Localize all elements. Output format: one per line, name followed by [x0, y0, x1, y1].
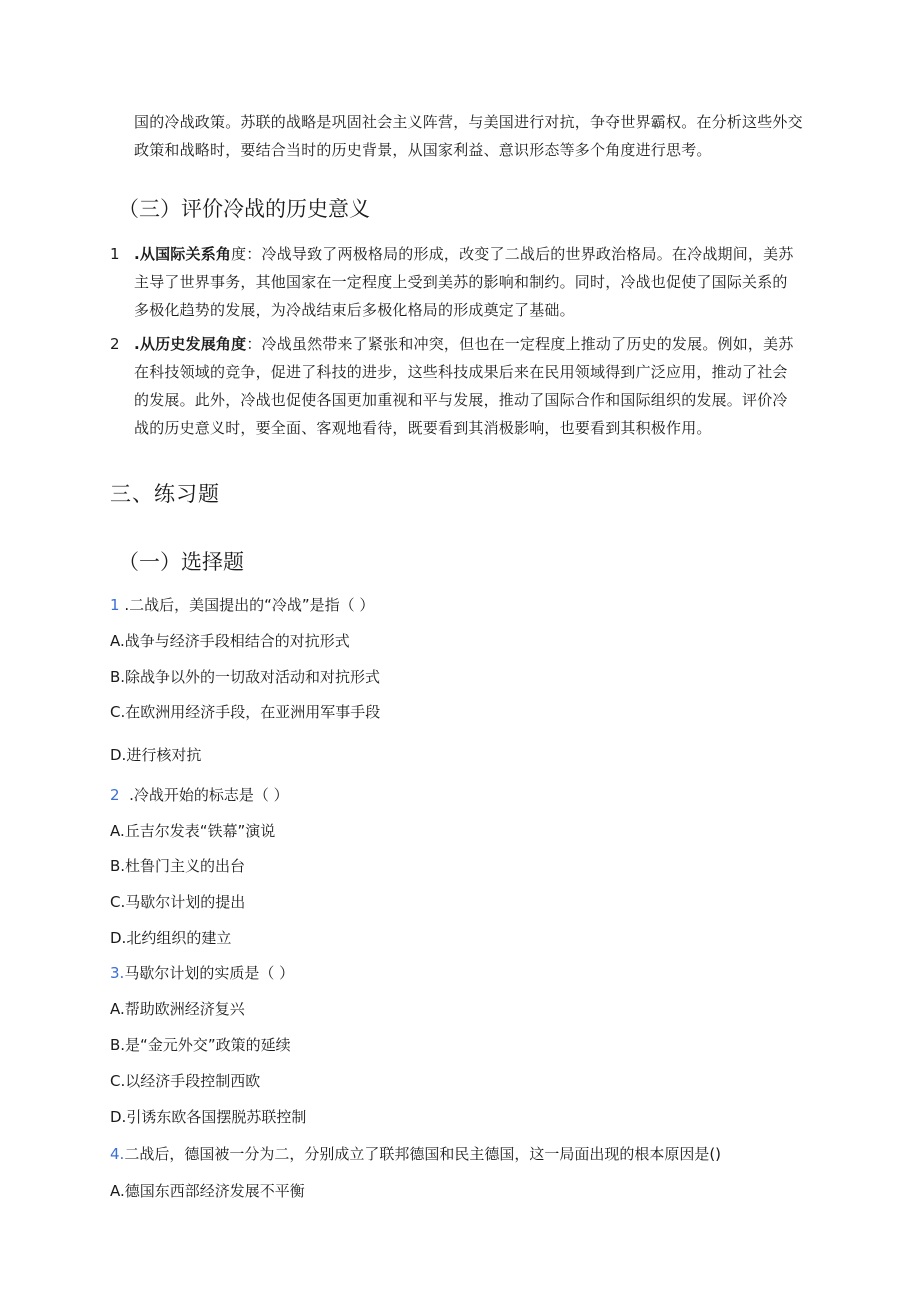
item-bold-lead: .从历史发展角度 — [134, 335, 247, 353]
item-bold-lead: .从国际关系角 — [134, 245, 232, 263]
item-number: 1 — [110, 245, 120, 263]
item-text: ：冷战虽然带来了紧张和冲突，但也在一定程度上推动了历史的发展。例如，美苏 — [246, 335, 794, 353]
item-line: 多极化趋势的发展，为冷战结束后多极化格局的形成奠定了基础。 — [134, 301, 575, 319]
intro-paragraph — [134, 108, 803, 164]
item-line: 在科技领域的竞争，促进了科技的进步，这些科技成果后来在民用领域得到广泛应用，推动了社会 — [134, 363, 788, 381]
option-c: C.在欧洲用经济手段，在亚洲用军事手段 — [110, 703, 381, 721]
list-item — [110, 330, 794, 442]
option-a: A.帮助欧洲经济复兴 — [110, 1000, 245, 1018]
section-heading-evaluate: （三）评价冷战的历史意义 — [118, 197, 370, 221]
item-number: 2 — [110, 335, 120, 353]
question-text: .冷战开始的标志是（ ） — [119, 786, 289, 804]
question-text: 马歇尔计划的实质是（ ） — [124, 964, 295, 982]
option-c: C.以经济手段控制西欧 — [110, 1072, 261, 1090]
option-d: D.北约组织的建立 — [110, 929, 232, 947]
option-b: B.除战争以外的一切敌对活动和对抗形式 — [110, 668, 381, 686]
section-heading-exercises: 三、练习题 — [110, 482, 220, 506]
option-d: D.进行核对抗 — [110, 746, 202, 764]
option-d: D.引诱东欧各国摆脱苏联控制 — [110, 1108, 307, 1126]
subsection-heading-choice: （一）选择题 — [118, 550, 244, 574]
option-a: A.德国东西部经济发展不平衡 — [110, 1182, 305, 1200]
question-3 — [110, 962, 294, 983]
question-number: 2 — [110, 786, 120, 804]
question-2 — [110, 784, 289, 805]
question-4 — [110, 1143, 721, 1164]
item-text: 度：冷战导致了两极格局的形成，改变了二战后的世界政治格局。在冷战期间，美苏 — [231, 245, 794, 263]
item-line: 的发展。此外，冷战也促使各国更加重视和平与发展，推动了国际合作和国际组织的发展。评价冷 — [134, 391, 788, 409]
question-text: 二战后，德国被一分为二，分别成立了联邦德国和民主德国，这一局面出现的根本原因是() — [124, 1145, 722, 1163]
question-number: 4. — [110, 1145, 125, 1163]
question-number: 3. — [110, 964, 125, 982]
option-a: A.丘吉尔发表“铁幕”演说 — [110, 822, 276, 840]
question-1 — [110, 594, 374, 615]
intro-line: 政策和战略时，要结合当时的历史背景，从国家利益、意识形态等多个角度进行思考。 — [134, 141, 712, 159]
question-number: 1 — [110, 596, 120, 614]
option-b: B.杜鲁门主义的出台 — [110, 857, 246, 875]
option-b: B.是“金元外交”政策的延续 — [110, 1036, 291, 1054]
item-line: 主导了世界事务，其他国家在一定程度上受到美苏的影响和制约。同时，冷战也促使了国际关系的 — [134, 273, 788, 291]
option-a: A.战争与经济手段相结合的对抗形式 — [110, 632, 350, 650]
intro-line: 国的冷战政策。苏联的战略是巩固社会主义阵营，与美国进行对抗，争夺世界霸权。在分析这些外交 — [134, 113, 803, 131]
list-item — [110, 240, 794, 324]
option-c: C.马歇尔计划的提出 — [110, 893, 246, 911]
question-text: .二战后，美国提出的“冷战”是指（ ） — [119, 596, 375, 614]
item-line: 战的历史意义时，要全面、客观地看待，既要看到其消极影响，也要看到其积极作用。 — [134, 419, 712, 437]
